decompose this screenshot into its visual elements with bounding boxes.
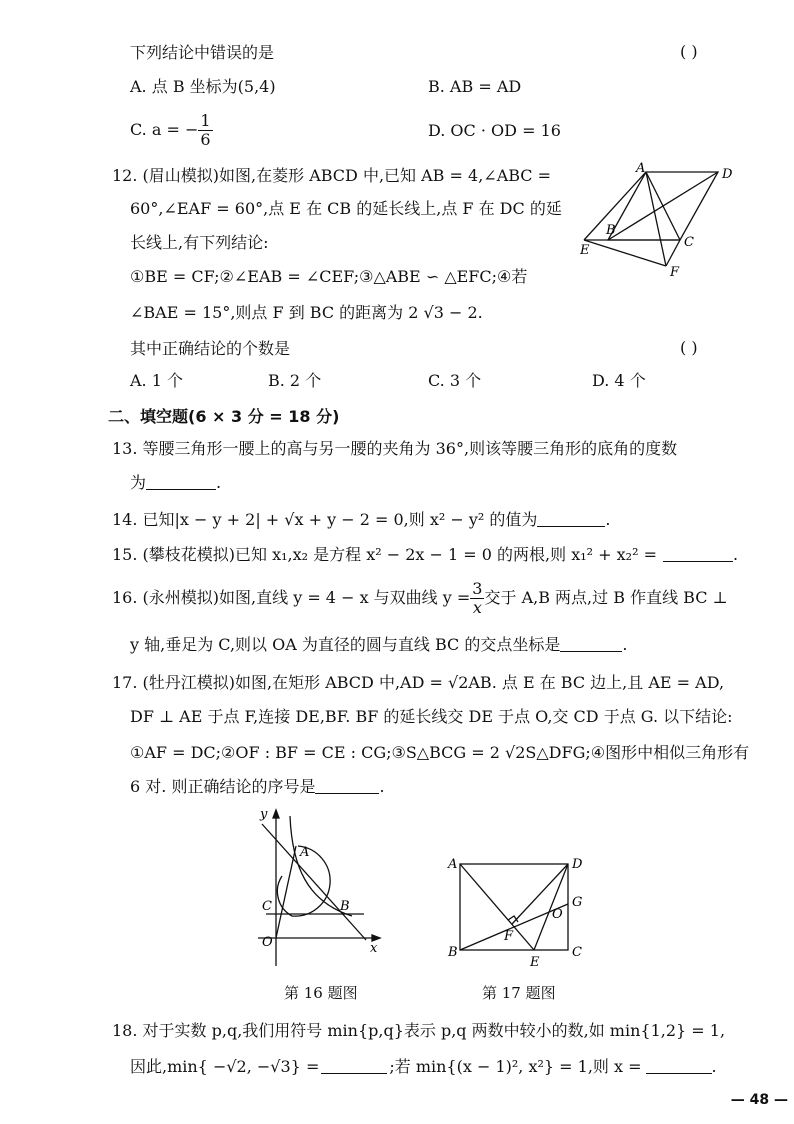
q18-line1: 18. 对于实数 p,q,我们用符号 min{p,q}表示 p,q 两数中较小的数,如 min{1,2} = 1, [112, 1021, 726, 1040]
label-f: F [670, 265, 680, 280]
q15-line [112, 544, 738, 566]
q13-text: 为 [130, 473, 147, 492]
q12-line4: ①BE = CF;②∠EAB = ∠CEF;③△ABE ∽ △EFC;④若 [130, 267, 528, 286]
label-c: C [262, 899, 272, 914]
label-o: O [552, 907, 563, 922]
q12-line6: 其中正确结论的个数是 [130, 339, 291, 358]
line-cf [666, 240, 680, 266]
q16-text-a: 16. (永州模拟)如图,直线 y = 4 − x 与双曲线 y = [112, 588, 471, 607]
label-e: E [580, 243, 590, 258]
q16-fraction [470, 580, 484, 617]
q13-line2 [130, 472, 221, 494]
q12-line1: 12. (眉山模拟)如图,在菱形 ABCD 中,已知 AB = 4,∠ABC = [112, 166, 552, 185]
q16-end: . [622, 635, 628, 654]
q12-line3: 长线上,有下列结论: [130, 233, 269, 252]
label-a: A [300, 845, 310, 860]
q14-end: . [605, 510, 611, 529]
q18-text-a: 因此,min{ −√2, −√3} = [130, 1057, 320, 1076]
label-b: B [340, 899, 350, 914]
section-title-fill-blank: 二、填空题(6 × 3 分 = 18 分) [108, 407, 340, 426]
page-number: — 48 — [730, 1092, 788, 1108]
q11-option-d: D. OC · OD = 16 [428, 121, 561, 140]
q16-line1 [112, 578, 728, 618]
q12-rhombus-figure [576, 160, 742, 282]
q16-line2 [130, 634, 627, 656]
q13-line1: 13. 等腰三角形一腰上的高与另一腰的夹角为 36°,则该等腰三角形的底角的度数 [112, 439, 678, 458]
q12-option-a: A. 1 个 [130, 371, 183, 390]
q17-line3: ①AF = DC;②OF : BF = CE : CG;③S△BCG = 2 √2S△DFG;④图形中相似三角形有 [130, 743, 750, 762]
q12-line5: ∠BAE = 15°,则点 F 到 BC 的距离为 2 √3 − 2. [130, 303, 483, 322]
q16-answer-blank[interactable] [560, 635, 622, 652]
label-b: B [448, 945, 458, 960]
q11-stem: 下列结论中错误的是 [130, 43, 275, 62]
line-af [646, 172, 666, 266]
q13-answer-blank[interactable] [146, 473, 216, 490]
fraction-numerator: 1 [200, 111, 211, 130]
q12-option-d: D. 4 个 [592, 371, 646, 390]
q17-line2: DF ⊥ AE 于点 F,连接 DE,BF. BF 的延长线交 DE 于点 O,交 CD 于点 G. 以下结论: [130, 707, 733, 726]
fig16-graph [252, 806, 388, 970]
q18-answer-blank-1[interactable] [321, 1057, 387, 1074]
q18-line2 [130, 1056, 717, 1078]
label-d: D [722, 167, 733, 182]
q18-text-b: ;若 min{(x − 1)², x²} = 1,则 x = [389, 1057, 642, 1076]
q17-answer-blank[interactable] [315, 777, 379, 794]
q15-end: . [733, 545, 739, 564]
q12-option-c: C. 3 个 [428, 371, 482, 390]
line-ae [460, 864, 534, 950]
line-de [534, 864, 568, 950]
q15-text: 15. (攀枝花模拟)已知 x₁,x₂ 是方程 x² − 2x − 1 = 0 的两根,则 x₁² + x₂² = [112, 545, 658, 564]
fig16-caption: 第 16 题图 [284, 984, 358, 1002]
q18-answer-blank-2[interactable] [646, 1057, 712, 1074]
line-y-4-minus-x [262, 824, 366, 940]
q17-text: 6 对. 则正确结论的序号是 [130, 777, 316, 796]
q12-answer-paren: ( ) [680, 338, 698, 357]
label-b: B [606, 223, 616, 238]
label-e: E [530, 955, 540, 970]
q15-answer-blank[interactable] [663, 545, 733, 562]
label-g: G [572, 895, 583, 910]
line-bd [608, 172, 718, 240]
q17-line4 [130, 776, 385, 798]
fraction-numerator: 3 [472, 579, 483, 598]
label-c: C [572, 945, 582, 960]
q17-end: . [379, 777, 385, 796]
fraction-denominator: x [472, 598, 482, 617]
label-o: O [262, 935, 273, 950]
label-a: A [636, 161, 646, 176]
q14-answer-blank[interactable] [537, 510, 605, 527]
q16-text-b: 交于 A,B 两点,过 B 作直线 BC ⊥ [484, 588, 728, 607]
fig17-rectangle [444, 852, 594, 972]
q16-text: y 轴,垂足为 C,则以 OA 为直径的圆与直线 BC 的交点坐标是 [130, 635, 561, 654]
label-d: D [572, 857, 583, 872]
q12-line2: 60°,∠EAF = 60°,点 E 在 CB 的延长线上,点 F 在 DC 的延 [130, 199, 562, 218]
q13-end: . [216, 473, 222, 492]
label-f: F [504, 929, 514, 944]
q11-option-a: A. 点 B 坐标为(5,4) [130, 77, 276, 96]
line-ef [584, 240, 666, 266]
q17-line1: 17. (牡丹江模拟)如图,在矩形 ABCD 中,AD = √2AB. 点 E 在 BC 边上,且 AE = AD, [112, 673, 725, 692]
q14-text: 14. 已知|x − y + 2| + √x + y − 2 = 0,则 x² − y² 的值为 [112, 510, 538, 529]
y-axis-arrow [273, 810, 279, 818]
label-x: x [370, 941, 378, 956]
q11-option-c-fraction [198, 112, 212, 149]
q12-option-b: B. 2 个 [268, 371, 322, 390]
label-c: C [684, 235, 694, 250]
label-y: y [260, 807, 268, 822]
line-oa [276, 846, 296, 938]
q11-option-c [130, 110, 213, 150]
fig17-caption: 第 17 题图 [482, 984, 556, 1002]
q11-option-c-prefix: C. a = − [130, 120, 199, 139]
q18-end: . [711, 1057, 717, 1076]
label-a: A [448, 857, 458, 872]
q11-option-b: B. AB = AD [428, 77, 522, 96]
fraction-denominator: 6 [200, 130, 211, 149]
q11-answer-paren: ( ) [680, 42, 698, 61]
q14-line [112, 509, 610, 531]
